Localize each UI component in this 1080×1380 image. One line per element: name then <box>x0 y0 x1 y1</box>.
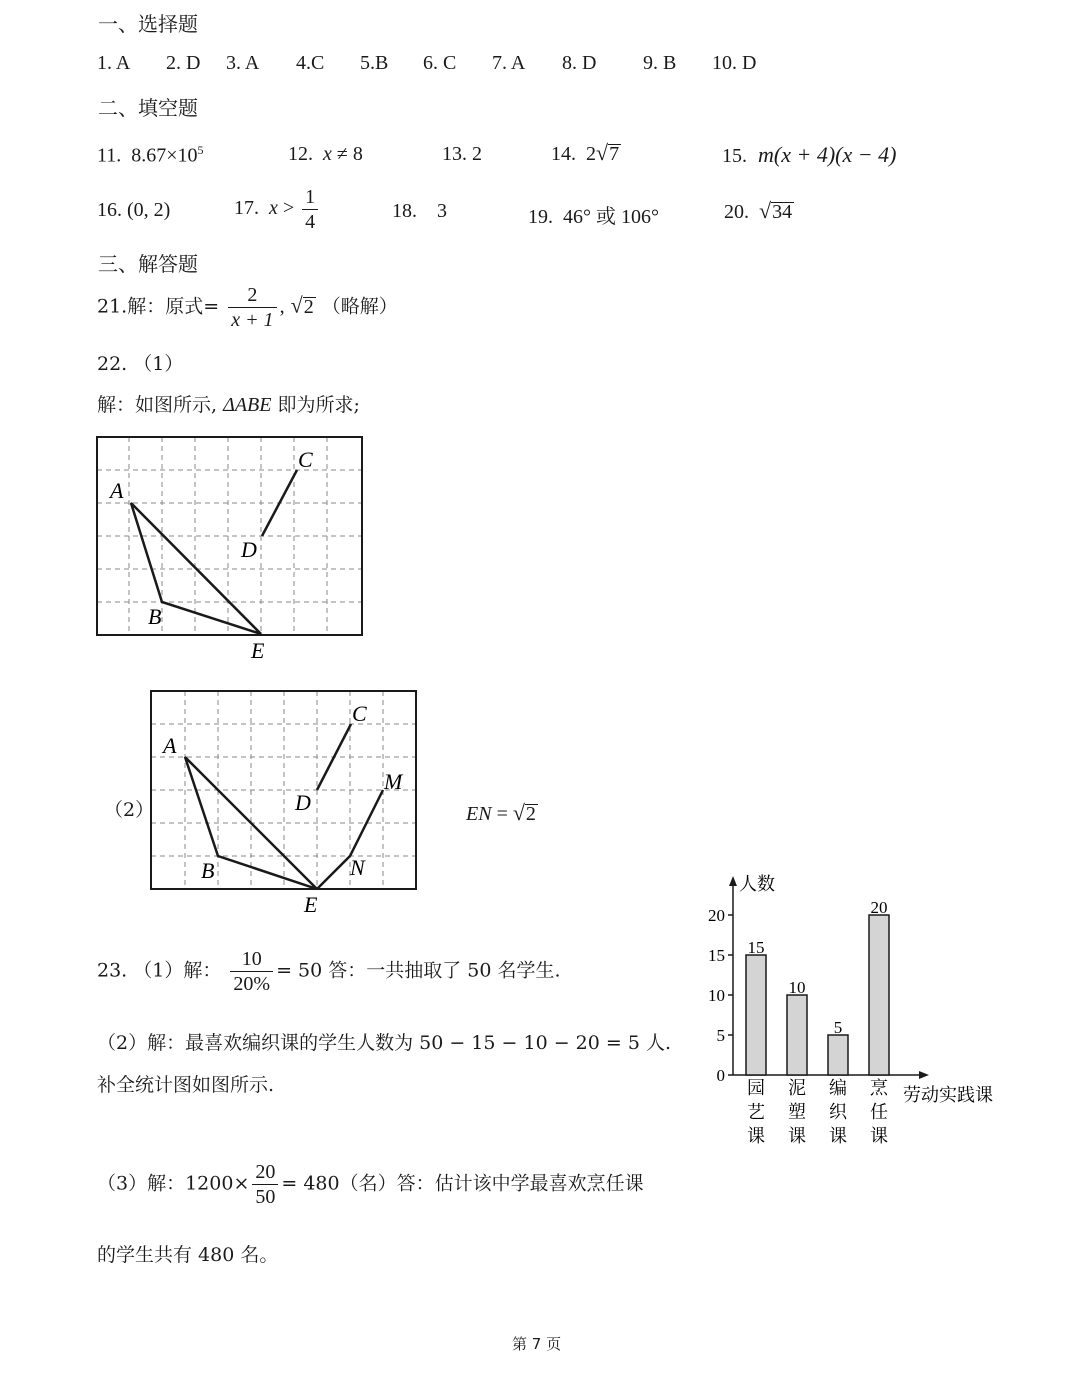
grid-figure-2 <box>150 690 422 922</box>
answer-21: 21.解：原式= $\frac{2}{x + 1}$ , √2 （略解） <box>97 284 398 331</box>
fill-answer-15: 15. m(x + 4)(x − 4) <box>722 142 897 167</box>
category-labels <box>747 1078 889 1147</box>
category-label-char: 塑 <box>788 1102 806 1123</box>
page-number: 第 7 页 <box>512 1335 562 1353</box>
grid-lines <box>151 691 416 889</box>
fraction-2-over-x-plus-1: $\frac{2}{x + 1}$ <box>228 283 276 332</box>
point-label-N: N <box>350 855 365 880</box>
grid-figure-1 <box>96 436 366 666</box>
y-ticks <box>708 906 733 1085</box>
point-label-C: C <box>352 701 367 726</box>
category-label-char: 织 <box>829 1102 847 1123</box>
category-label-char: 烹 <box>870 1078 888 1099</box>
section3-title: 三、解答题 <box>98 252 198 276</box>
y-axis-arrow <box>729 876 737 886</box>
fill-answer-17: 17. x > $\frac{1}{4}$ <box>234 185 321 234</box>
fill-answer-11: 11. $8.67\times 10^5$ <box>97 143 204 167</box>
answer-23-part1: 23. （1）解： $\frac{10}{20\%}$ = 50 答：一共抽取了 50 名学生. <box>97 948 561 995</box>
bar-value-label: 15 <box>747 938 765 957</box>
bars <box>746 898 889 1075</box>
bar <box>828 1035 848 1075</box>
answer-2: 2. D <box>166 52 201 74</box>
point-label-E: E <box>304 892 318 917</box>
answer-23-part3: （3）解：1200× $\frac{20}{50}$ = 480（名）答：估计该中学最喜欢烹任课 <box>97 1161 644 1208</box>
bar <box>787 995 807 1075</box>
point-label-A: A <box>163 733 177 758</box>
section2-title: 二、填空题 <box>98 96 198 120</box>
bar-value-label: 20 <box>870 898 888 917</box>
category-label-char: 泥 <box>788 1078 806 1099</box>
category-label-char: 课 <box>747 1126 765 1147</box>
category-label-char: 编 <box>829 1078 847 1099</box>
answer-22-part2-label: （2） <box>104 799 155 821</box>
section1-title: 一、选择题 <box>98 12 198 36</box>
point-label-B: B <box>148 604 162 629</box>
y-axis-label: 人数 <box>739 874 775 895</box>
category-label-char: 课 <box>870 1126 888 1147</box>
answer-6: 6. C <box>423 52 457 74</box>
answer-23-part2-line2: 补全统计图如图所示. <box>97 1074 275 1096</box>
fill-answer-19: 19. 46° 或 106° <box>528 206 659 228</box>
fill-answer-16: 16. (0, 2) <box>97 199 171 221</box>
category-label-char: 课 <box>788 1126 806 1147</box>
sqrt-symbol: √ <box>759 198 772 223</box>
fraction-20-over-50: $\frac{20}{50}$ <box>252 1160 278 1209</box>
x-axis-label: 劳动实践课 <box>903 1085 993 1106</box>
sqrt-symbol: √ <box>512 800 525 825</box>
answer-5: 5.B <box>360 52 389 74</box>
answer-4: 4.C <box>296 52 325 74</box>
bar-value-label: 10 <box>788 978 806 997</box>
answer-22-part2-result: EN = √2 <box>466 800 536 825</box>
x-axis-arrow <box>919 1071 929 1079</box>
fill-answer-12: 12. x ≠ 8 <box>288 143 363 165</box>
fraction-10-over-20pct: $\frac{10}{20\%}$ <box>230 947 273 996</box>
answer-10: 10. D <box>712 52 757 74</box>
grid-lines <box>97 437 362 635</box>
point-label-B: B <box>201 858 215 883</box>
point-label-C: C <box>298 447 313 472</box>
segment-CD <box>262 470 297 536</box>
point-label-M: M <box>384 769 403 794</box>
fill-answer-13: 13. 2 <box>442 143 482 165</box>
answer-23-part2-line1: （2）解：最喜欢编织课的学生人数为 50 − 15 − 10 − 20 = 5 人. <box>97 1032 671 1054</box>
sqrt-symbol: √ <box>596 140 609 165</box>
point-label-D: D <box>295 790 311 815</box>
answer-8: 8. D <box>562 52 597 74</box>
point-label-D: D <box>241 537 257 562</box>
bar-value-label: 5 <box>833 1018 843 1037</box>
fill-answer-20: 20. √34 <box>724 198 793 223</box>
category-label-char: 任 <box>870 1102 888 1123</box>
y-tick-label: 20 <box>708 906 725 925</box>
point-label-A: A <box>110 478 124 503</box>
category-label-char: 课 <box>829 1126 847 1147</box>
answer-22-part1-text: 解：如图所示, ΔABE 即为所求; <box>97 394 360 416</box>
fill-answer-18: 18. 3 <box>392 200 447 222</box>
answer-9: 9. B <box>643 52 677 74</box>
answer-23-part3-line2: 的学生共有 480 名。 <box>97 1244 279 1266</box>
fill-answer-14: 14. 2√7 <box>551 140 620 165</box>
point-label-E: E <box>251 638 265 663</box>
y-tick-label: 15 <box>708 946 725 965</box>
answer-3: 3. A <box>226 52 260 74</box>
answer-1: 1. A <box>97 52 131 74</box>
y-tick-label: 5 <box>716 1026 725 1045</box>
category-label-char: 艺 <box>747 1102 765 1123</box>
answer-22-label: 22. （1） <box>97 353 184 375</box>
bar-chart <box>695 870 1025 1155</box>
y-tick-label: 10 <box>708 986 725 1005</box>
sqrt-symbol: √ <box>290 292 303 318</box>
fraction-1-4: $\frac{1}{4}$ <box>302 185 318 234</box>
category-label-char: 园 <box>747 1078 765 1099</box>
bar <box>746 955 766 1075</box>
y-tick-label: 0 <box>716 1066 725 1085</box>
answer-7: 7. A <box>492 52 526 74</box>
bar <box>869 915 889 1075</box>
